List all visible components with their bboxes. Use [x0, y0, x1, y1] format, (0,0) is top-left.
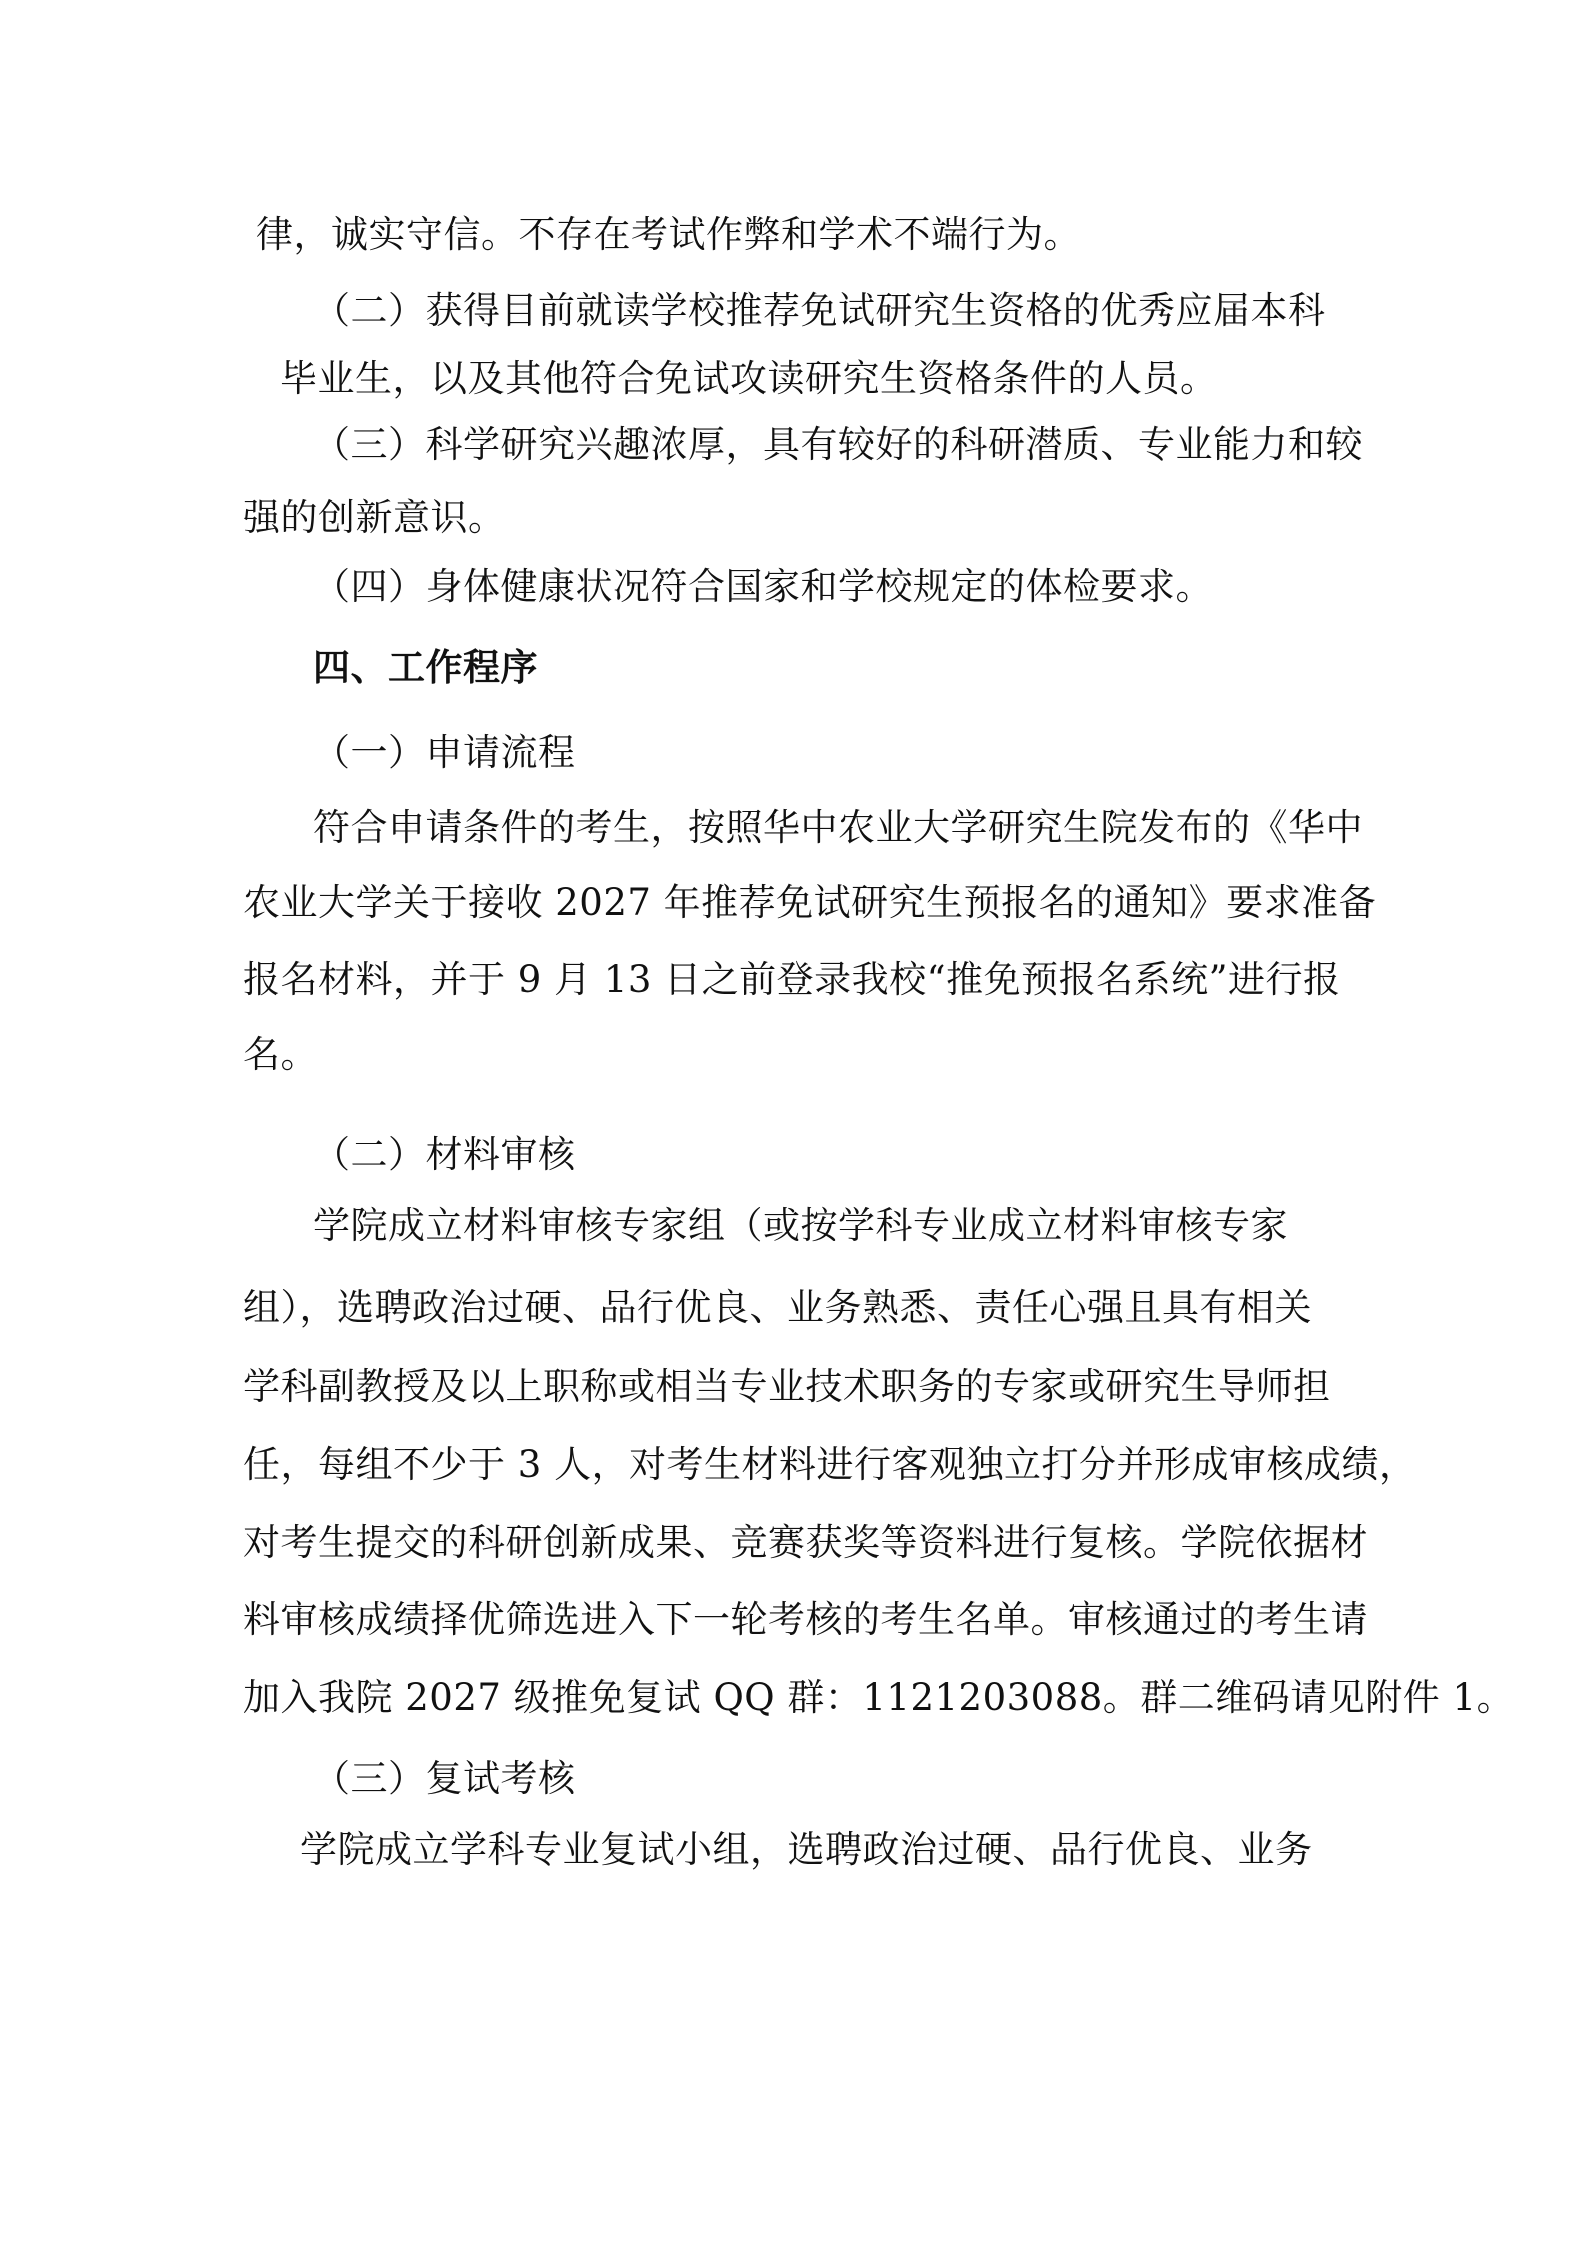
- text-line: 学科副教授及以上职称或相当专业技术职务的专家或研究生导师担: [243, 1365, 1331, 1408]
- text-line: 农业大学关于接收 2027 年推荐免试研究生预报名的通知》要求准备: [243, 881, 1377, 924]
- subsection-heading: （一）申请流程: [313, 731, 576, 774]
- text-line: 学院成立学科专业复试小组，选聘政治过硬、品行优良、业务: [300, 1828, 1313, 1871]
- text-line: 毕业生，以及其他符合免试攻读研究生资格条件的人员。: [280, 357, 1218, 400]
- subsection-heading: （三）复试考核: [313, 1757, 576, 1800]
- section-heading: 四、工作程序: [313, 646, 538, 689]
- text-line: 料审核成绩择优筛选进入下一轮考核的考生名单。审核通过的考生请: [243, 1598, 1368, 1641]
- text-line: 对考生提交的科研创新成果、竞赛获奖等资料进行复核。学院依据材: [243, 1521, 1368, 1564]
- text-line: 符合申请条件的考生，按照华中农业大学研究生院发布的《华中: [313, 806, 1363, 849]
- text-line: 名。: [243, 1033, 318, 1076]
- text-line: 报名材料，并于 9 月 13 日之前登录我校“推免预报名系统”进行报: [243, 958, 1341, 1001]
- text-line: 学院成立材料审核专家组（或按学科专业成立材料审核专家: [313, 1204, 1288, 1247]
- text-line: 任，每组不少于 3 人，对考生材料进行客观独立打分并形成审核成绩，: [243, 1443, 1417, 1486]
- text-line: （四）身体健康状况符合国家和学校规定的体检要求。: [313, 565, 1213, 608]
- text-line: （二）获得目前就读学校推荐免试研究生资格的优秀应届本科: [313, 289, 1326, 332]
- text-line: 律，诚实守信。不存在考试作弊和学术不端行为。: [256, 213, 1081, 256]
- text-line: （三）科学研究兴趣浓厚，具有较好的科研潜质、专业能力和较: [313, 423, 1363, 466]
- text-line: 加入我院 2027 级推免复试 QQ 群：1121203088。群二维码请见附件 1。: [243, 1676, 1515, 1719]
- text-line: 强的创新意识。: [243, 496, 506, 539]
- subsection-heading: （二）材料审核: [313, 1133, 576, 1176]
- text-line: 组），选聘政治过硬、品行优良、业务熟悉、责任心强且具有相关: [243, 1286, 1312, 1329]
